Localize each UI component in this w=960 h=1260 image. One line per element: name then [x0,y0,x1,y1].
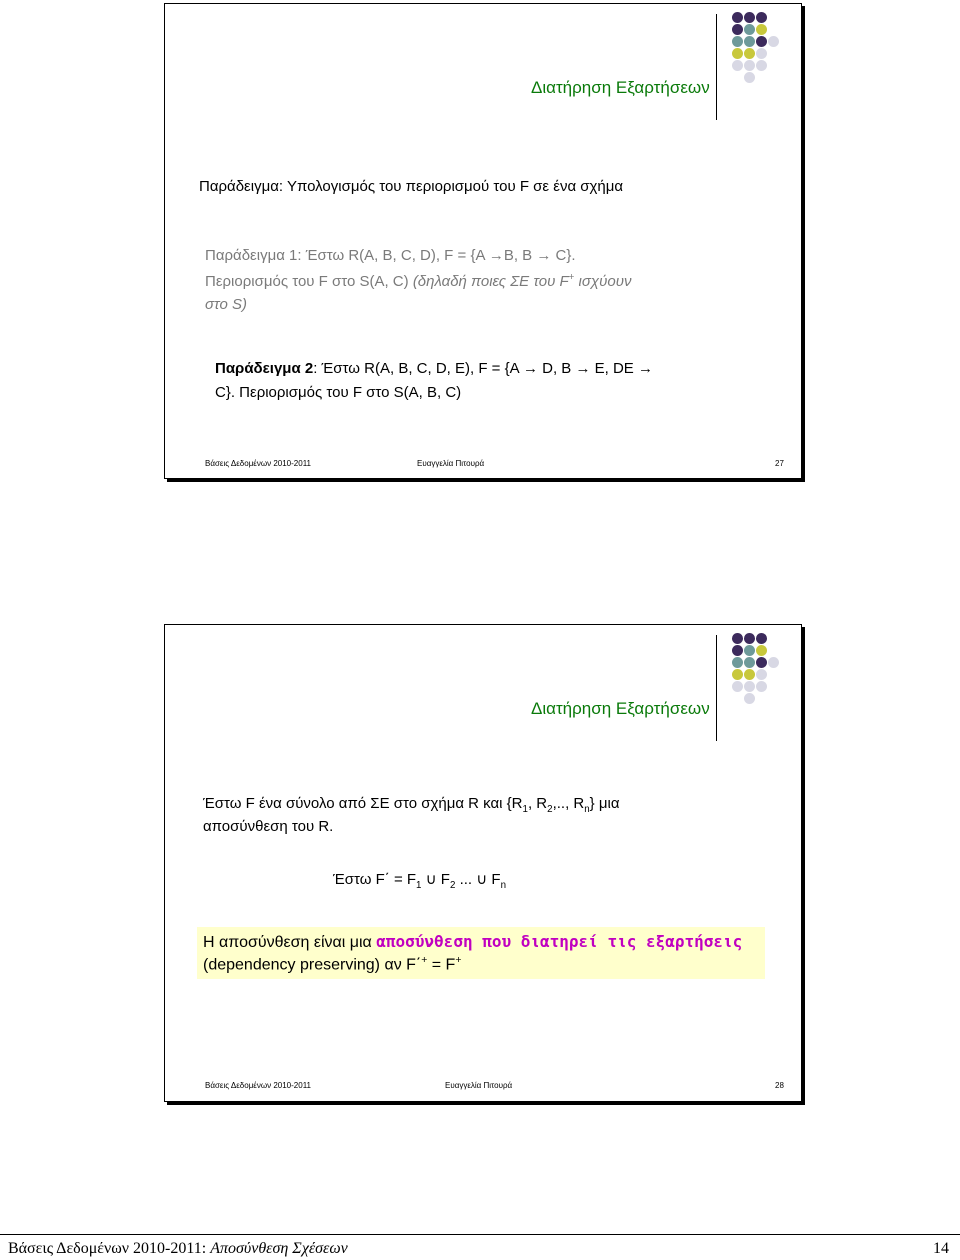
decorative-dot [744,36,755,47]
decorative-dot-grid [732,12,779,83]
union-formula: Έστω $F΄ = F_1$ ∪ $F_2$ ... ∪ $F_n$ [333,871,507,891]
decorative-dot-grid [732,633,779,704]
definition-line2: (dependency preserving) αν F΄+ = F+ [203,955,462,974]
decorative-dot [744,657,755,668]
decorative-dot [732,657,743,668]
decorative-dot [744,669,755,680]
decorative-dot [768,693,779,704]
decorative-dot [732,693,743,704]
decorative-dot [756,48,767,59]
decorative-dot [744,645,755,656]
decorative-dot [756,24,767,35]
example2-label: Παράδειγμα 2 [215,360,314,377]
decorative-dot [768,669,779,680]
decorative-dot [756,657,767,668]
example2-line1: Παράδειγμα 2: Έστω R(A, B, C, D, E), F = {A → D, B → E, DE → [215,360,653,377]
decomposition-line2: αποσύνθεση του R. [203,818,334,835]
decorative-dot [768,645,779,656]
example-heading: Παράδειγμα: Υπολογισμός του περιορισμού του F σε ένα σχήμα [199,178,624,195]
decorative-dot [732,681,743,692]
decorative-dot [744,60,755,71]
footer-author: Ευαγγελία Πιτουρά [417,459,485,468]
example1-line1: Παράδειγμα 1: Έστω R(A, B, C, D), F = {A →B, B → C}. [205,247,576,264]
slide-28 [164,624,802,1102]
decorative-dot [756,645,767,656]
decorative-dot [756,36,767,47]
decorative-dot [768,24,779,35]
decorative-dot [768,633,779,644]
page-footer-text: Βάσεις Δεδομένων 2010-2011: Αποσύνθεση Σχέσεων [8,1240,348,1257]
title-divider-vertical [716,14,717,120]
decorative-dot [732,72,743,83]
footer-course: Βάσεις Δεδομένων 2010-2011 [205,459,311,468]
title-divider-vertical [716,635,717,741]
decorative-dot [744,633,755,644]
decorative-dot [756,72,767,83]
decorative-dot [768,657,779,668]
decorative-dot [732,48,743,59]
decorative-dot [744,681,755,692]
page-number: 14 [933,1240,949,1257]
decorative-dot [732,645,743,656]
example1-line3: στο S) [205,296,247,313]
decorative-dot [744,72,755,83]
footer-slide-number: 27 [775,459,784,468]
slide-27 [164,3,802,479]
footer-course: Βάσεις Δεδομένων 2010-2011 [205,1081,311,1090]
slide-title: Διατήρηση Εξαρτήσεων [531,78,710,97]
decorative-dot [732,60,743,71]
decorative-dot [768,60,779,71]
decorative-dot [732,633,743,644]
decorative-dot [756,669,767,680]
decorative-dot [768,681,779,692]
example1-line2: Περιορισμός του F στο S(A, C) (δηλαδή ποιες ΣΕ του F+ ισχύουν [205,272,632,290]
decorative-dot [732,36,743,47]
footer-slide-number: 28 [775,1081,784,1090]
decorative-dot [744,24,755,35]
decorative-dot [744,48,755,59]
definition-term: αποσύνθεση που διατηρεί τις εξαρτήσεις [376,932,743,951]
decorative-dot [768,36,779,47]
page-footer-rule [0,1234,960,1235]
decorative-dot [768,12,779,23]
decorative-dot [744,12,755,23]
decorative-dot [756,12,767,23]
example2-line2: C}. Περιορισμός του F στο S(A, B, C) [215,384,462,401]
decorative-dot [768,48,779,59]
decorative-dot [732,24,743,35]
decorative-dot [768,72,779,83]
decorative-dot [756,633,767,644]
slide-title: Διατήρηση Εξαρτήσεων [531,699,710,718]
decomposition-line1: Έστω F ένα σύνολο από ΣΕ στο σχήμα R και {$R_1$, $R_2$,.., $R_n$} μια [203,795,620,815]
decorative-dot [744,693,755,704]
decorative-dot [756,60,767,71]
decorative-dot [756,681,767,692]
decorative-dot [732,669,743,680]
decorative-dot [756,693,767,704]
footer-author: Ευαγγελία Πιτουρά [445,1081,513,1090]
definition-line1: Η αποσύνθεση είναι μια αποσύνθεση που διατηρεί τις εξαρτήσεις [203,932,743,951]
decorative-dot [732,12,743,23]
